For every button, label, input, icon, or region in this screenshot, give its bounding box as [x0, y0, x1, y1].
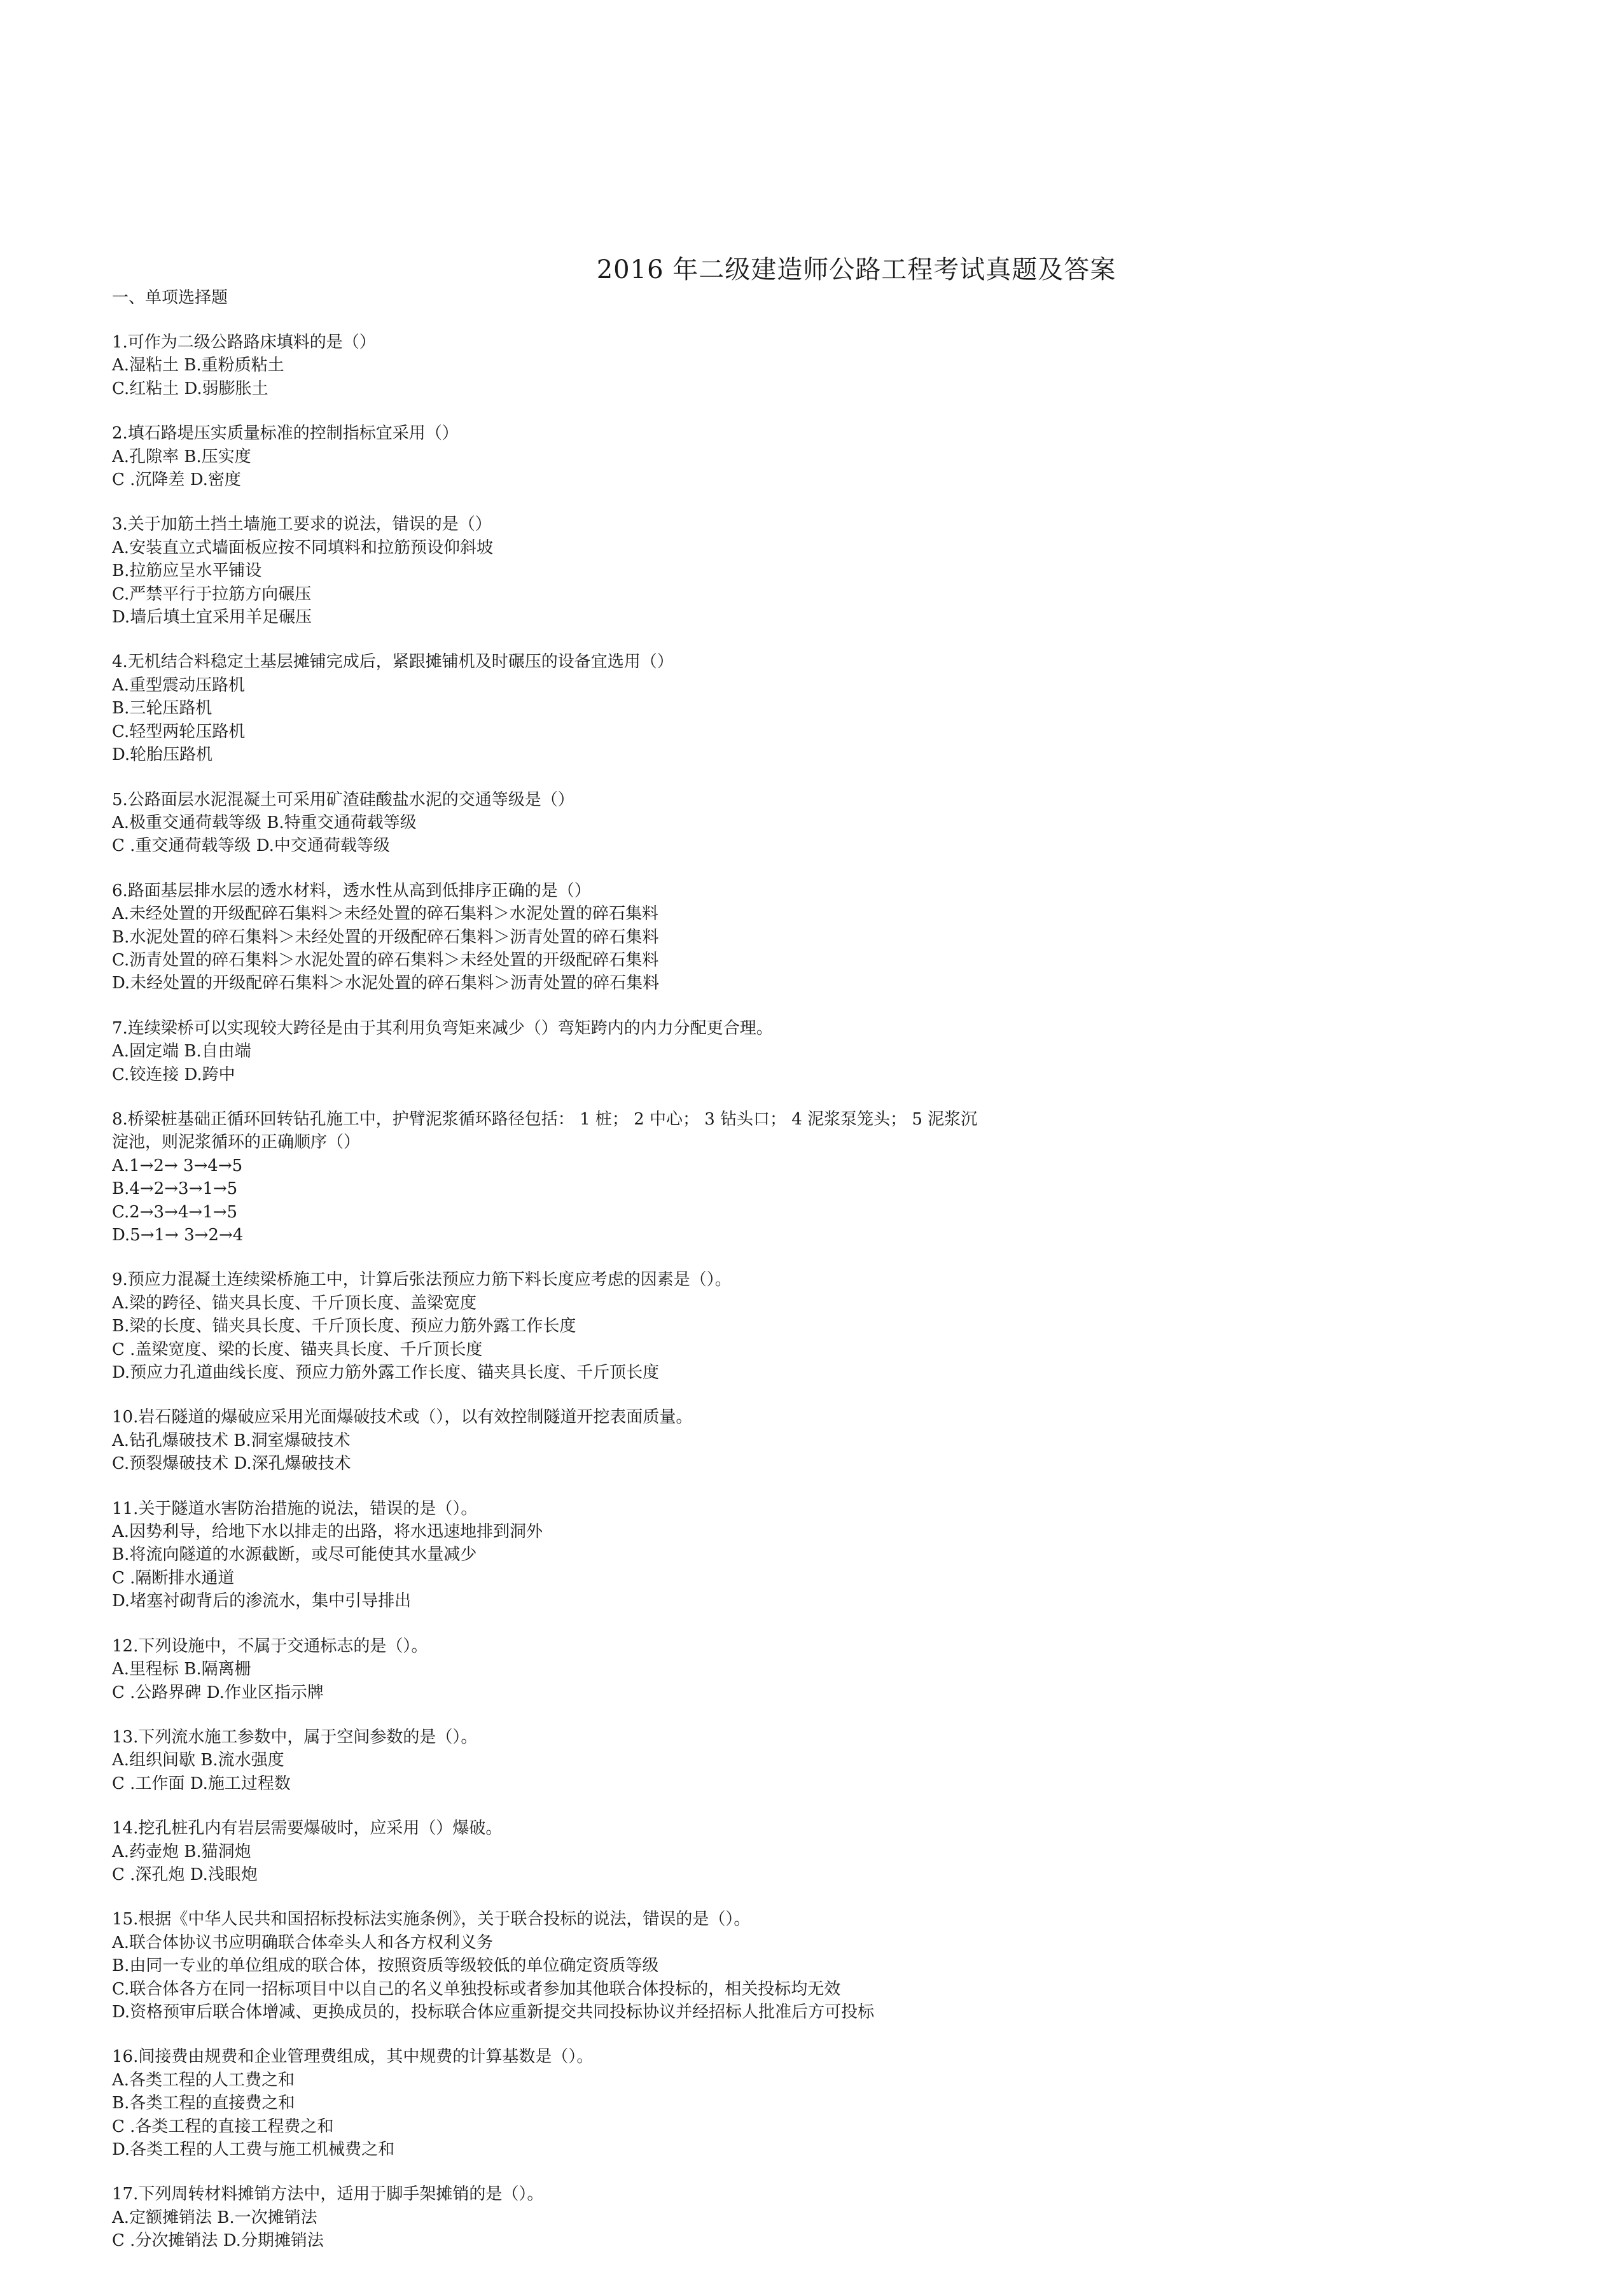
question-block: [112, 2045, 1079, 2161]
question-stem: 12.下列设施中，不属于交通标志的是（）。: [112, 1636, 428, 1656]
question-stem: 14.挖孔桩孔内有岩层需要爆破时，应采用（）爆破。: [112, 1819, 503, 1838]
question-block: [112, 422, 1079, 491]
answer-option: C.铰连接 D.跨中: [112, 1065, 235, 1084]
answer-option: C .隔断排水通道: [112, 1568, 235, 1588]
question-stem: 11.关于隧道水害防治措施的说法，错误的是（）。: [112, 1499, 478, 1518]
question-stem: 10.岩石隧道的爆破应采用光面爆破技术或（），以有效控制隧道开挖表面质量。: [112, 1408, 693, 1427]
answer-option: A.药壶炮 B.猫洞炮: [112, 1842, 251, 1861]
answer-option: C .公路界碑 D.作业区指示牌: [112, 1683, 324, 1702]
question-block: [112, 513, 1079, 629]
question-stem: 4.无机结合料稳定土基层摊铺完成后，紧跟摊铺机及时碾压的设备宜选用（）: [112, 652, 674, 672]
question-stem: 7.连续梁桥可以实现较大跨径是由于其利用负弯矩来减少（）弯矩跨内的内力分配更合理。: [112, 1018, 773, 1038]
answer-option: A.安装直立式墙面板应按不同填料和拉筋预设仰斜坡: [112, 538, 494, 557]
answer-option: C.红粘土 D.弱膨胀土: [112, 379, 268, 398]
question-stem: 13.下列流水施工参数中，属于空间参数的是（）。: [112, 1727, 478, 1747]
question-block: [112, 650, 1079, 766]
question-block: [112, 1497, 1079, 1613]
answer-option: B.水泥处置的碎石集料＞未经处置的开级配碎石集料＞沥青处置的碎石集料: [112, 927, 659, 947]
answer-option: B.由同一专业的单位组成的联合体，按照资质等级较低的单位确定资质等级: [112, 1956, 659, 1976]
answer-option: B.将流向隧道的水源截断，或尽可能使其水量减少: [112, 1545, 477, 1565]
answer-option: D.资格预审后联合体增减、更换成员的，投标联合体应重新提交共同投标协议并经招标人批准后方可投标: [112, 2002, 875, 2022]
answer-option: A.各类工程的人工费之和: [112, 2070, 295, 2090]
answer-option: C.2→3→4→1→5: [112, 1202, 238, 1222]
answer-option: A.湿粘土 B.重粉质粘土: [112, 356, 284, 375]
question-stem: 17.下列周转材料摊销方法中，适用于脚手架摊销的是（）。: [112, 2185, 544, 2204]
answer-option: C.严禁平行于拉筋方向碾压: [112, 584, 312, 604]
question-block: [112, 1108, 1079, 1247]
question-stem: 16.间接费由规费和企业管理费组成，其中规费的计算基数是（）。: [112, 2047, 594, 2067]
answer-option: C.预裂爆破技术 D.深孔爆破技术: [112, 1454, 351, 1474]
answer-option: D.5→1→ 3→2→4: [112, 1226, 244, 1245]
question-stem: 3.关于加筋土挡土墙施工要求的说法，错误的是（）: [112, 515, 492, 535]
answer-option: C .分次摊销法 D.分期摊销法: [112, 2231, 324, 2251]
answer-option: D.预应力孔道曲线长度、预应力筋外露工作长度、锚夹具长度、千斤顶长度: [112, 1363, 660, 1383]
question-block: [112, 879, 1079, 995]
answer-option: C .沉降差 D.密度: [112, 470, 241, 490]
question-block: [112, 1268, 1079, 1384]
question-stem: 8.桥梁桩基础正循环回转钻孔施工中，护臂泥浆循环路径包括： 1 桩； 2 中心； 3 钻头口； 4 泥浆泵笼头； 5 泥浆沉: [112, 1109, 978, 1129]
answer-option: B.三轮压路机: [112, 699, 212, 718]
answer-option: A.1→2→ 3→4→5: [112, 1156, 243, 1175]
answer-option: C.轻型两轮压路机: [112, 722, 246, 741]
answer-option: D.堵塞衬砌背后的渗流水，集中引导排出: [112, 1592, 412, 1611]
answer-option: A.未经处置的开级配碎石集料＞未经处置的碎石集料＞水泥处置的碎石集料: [112, 904, 659, 924]
answer-option: C .工作面 D.施工过程数: [112, 1774, 291, 1793]
answer-option: D.轮胎压路机: [112, 745, 213, 765]
answer-option: B.4→2→3→1→5: [112, 1179, 238, 1199]
question-block: [112, 1406, 1079, 1475]
answer-option: A.因势利导，给地下水以排走的出路，将水迅速地排到洞外: [112, 1522, 543, 1542]
answer-option: 淀池，则泥浆循环的正确顺序（）: [112, 1133, 361, 1152]
answer-option: D.未经处置的开级配碎石集料＞水泥处置的碎石集料＞沥青处置的碎石集料: [112, 974, 660, 993]
question-stem: 1.可作为二级公路路床填料的是（）: [112, 333, 376, 352]
answer-option: A.极重交通荷载等级 B.特重交通荷载等级: [112, 813, 417, 832]
answer-option: D.各类工程的人工费与施工机械费之和: [112, 2140, 395, 2159]
question-stem: 5.公路面层水泥混凝土可采用矿渣硅酸盐水泥的交通等级是（）: [112, 790, 574, 809]
answer-option: A.联合体协议书应明确联合体牵头人和各方权利义务: [112, 1933, 494, 1952]
question-block: [112, 2183, 1079, 2252]
question-stem: 2.填石路堤压实质量标准的控制指标宜采用（）: [112, 424, 459, 444]
answer-option: A.固定端 B.自由端: [112, 1042, 251, 1061]
question-stem: 15.根据《中华人民共和国招标投标法实施条例》，关于联合投标的说法，错误的是（）。: [112, 1910, 751, 1929]
answer-option: C .深孔炮 D.浅眼炮: [112, 1865, 258, 1884]
question-block: [112, 1017, 1079, 1086]
answer-option: C.沥青处置的碎石集料＞水泥处置的碎石集料＞未经处置的开级配碎石集料: [112, 950, 659, 970]
document-title: 2016 年二级建造师公路工程考试真题及答案: [596, 255, 1117, 284]
answer-option: A.重型震动压路机: [112, 675, 246, 695]
answer-option: C .盖梁宽度、梁的长度、锚夹具长度、千斤顶长度: [112, 1340, 483, 1359]
question-block: [112, 1726, 1079, 1795]
question-block: [112, 331, 1079, 400]
answer-option: D.墙后填土宜采用羊足碾压: [112, 608, 312, 627]
answer-option: B.各类工程的直接费之和: [112, 2094, 295, 2113]
question-block: [112, 1817, 1079, 1886]
answer-option: C .各类工程的直接工程费之和: [112, 2117, 334, 2136]
answer-option: A.钻孔爆破技术 B.洞室爆破技术: [112, 1431, 351, 1450]
answer-option: B.拉筋应呈水平铺设: [112, 561, 262, 581]
question-block: [112, 1635, 1079, 1704]
answer-option: B.梁的长度、锚夹具长度、千斤顶长度、预应力筋外露工作长度: [112, 1317, 576, 1336]
answer-option: A.孔隙率 B.压实度: [112, 447, 251, 466]
section-heading: 一、单项选择题: [112, 288, 228, 307]
question-stem: 9.预应力混凝土连续梁桥施工中，计算后张法预应力筋下料长度应考虑的因素是（）。: [112, 1270, 732, 1290]
answer-option: A.定额摊销法 B.一次摊销法: [112, 2208, 317, 2227]
question-block: [112, 1908, 1079, 2024]
question-list: [112, 331, 1079, 2274]
answer-option: A.组织间歇 B.流水强度: [112, 1751, 284, 1770]
answer-option: C .重交通荷载等级 D.中交通荷载等级: [112, 836, 390, 856]
answer-option: A.梁的跨径、锚夹具长度、千斤顶长度、盖梁宽度: [112, 1293, 477, 1313]
question-block: [112, 788, 1079, 858]
question-stem: 6.路面基层排水层的透水材料，透水性从高到低排序正确的是（）: [112, 881, 591, 900]
answer-option: C.联合体各方在同一招标项目中以自己的名义单独投标或者参加其他联合体投标的，相关投标均无效: [112, 1979, 841, 1999]
answer-option: A.里程标 B.隔离栅: [112, 1660, 251, 1679]
